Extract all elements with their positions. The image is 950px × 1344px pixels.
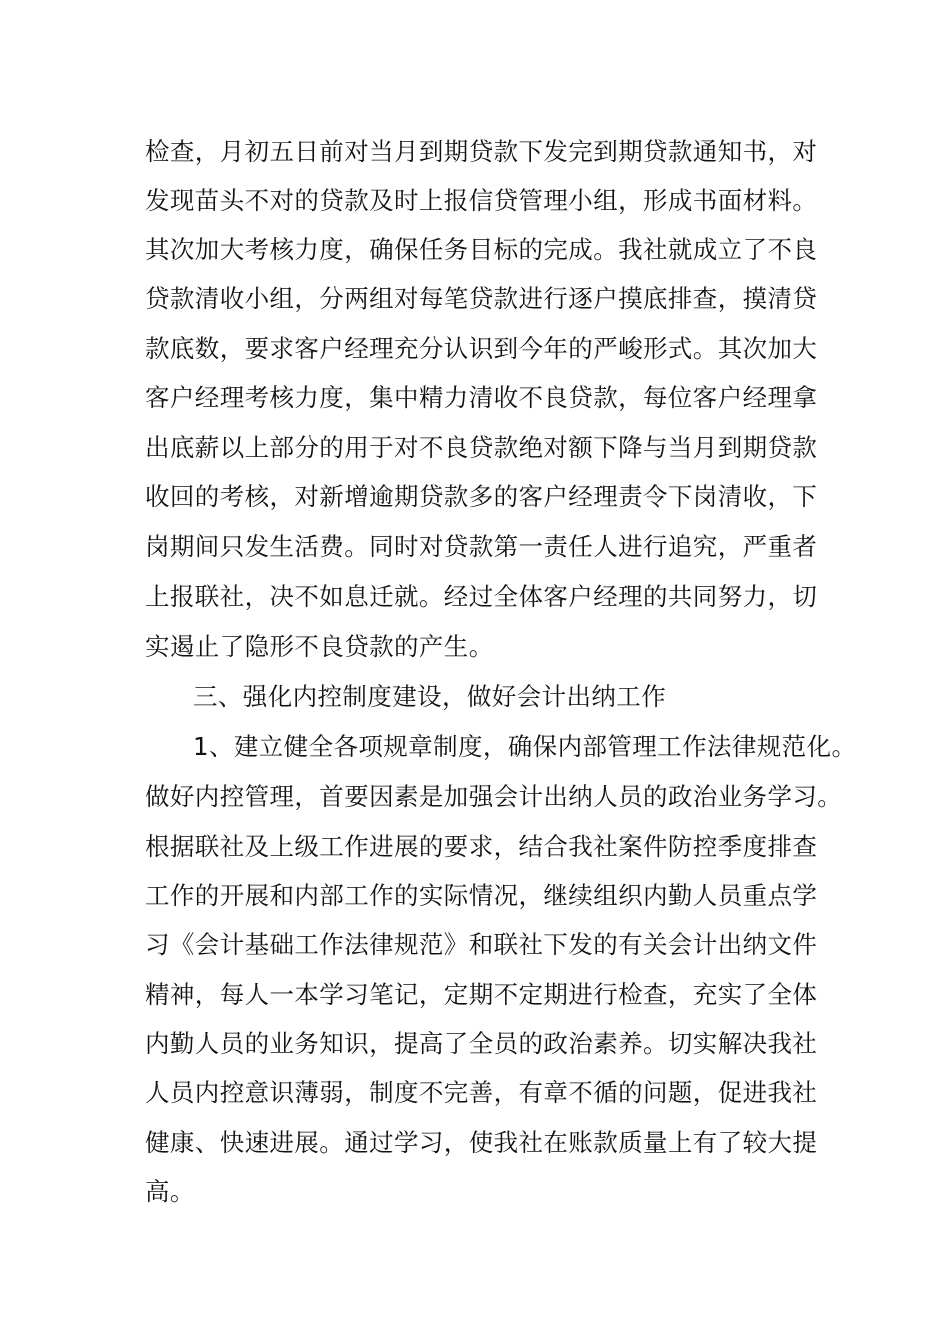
text-line: 检查，月初五日前对当月到期贷款下发完到期贷款通知书，对 bbox=[145, 137, 818, 166]
text-line: 实遏止了隐形不良贷款的产生。 bbox=[145, 632, 494, 661]
text-line: 工作的开展和内部工作的实际情况，继续组织内勤人员重点学 bbox=[145, 881, 818, 910]
section-heading: 三、强化内控制度建设，做好会计出纳工作 bbox=[193, 682, 667, 711]
text-line: 岗期间只发生活费。同时对贷款第一责任人进行追究，严重者 bbox=[145, 532, 818, 561]
text-line: 习《会计基础工作法律规范》和联社下发的有关会计出纳文件 bbox=[145, 930, 818, 959]
text-line: 客户经理考核力度，集中精力清收不良贷款，每位客户经理拿 bbox=[145, 383, 818, 412]
subsection-heading: 1、建立健全各项规章制度，确保内部管理工作法律规范化。 bbox=[193, 732, 857, 761]
text-line: 做好内控管理，首要因素是加强会计出纳人员的政治业务学习。 bbox=[145, 782, 843, 811]
text-line: 健康、快速进展。通过学习，使我社在账款质量上有了较大提 bbox=[145, 1128, 818, 1157]
text-line: 上报联社，决不如息迁就。经过全体客户经理的共同努力，切 bbox=[145, 582, 818, 611]
text-line: 贷款清收小组，分两组对每笔贷款进行逐户摸底排查，摸清贷 bbox=[145, 284, 818, 313]
text-line: 人员内控意识薄弱，制度不完善，有章不循的问题，促进我社 bbox=[145, 1078, 818, 1107]
text-line: 根据联社及上级工作进展的要求，结合我社案件防控季度排查 bbox=[145, 832, 818, 861]
text-line: 内勤人员的业务知识，提高了全员的政治素养。切实解决我社 bbox=[145, 1029, 818, 1058]
text-line: 出底薪以上部分的用于对不良贷款绝对额下降与当月到期贷款 bbox=[145, 433, 818, 462]
text-line: 款底数，要求客户经理充分认识到今年的严峻形式。其次加大 bbox=[145, 334, 818, 363]
text-line: 发现苗头不对的贷款及时上报信贷管理小组，形成书面材料。 bbox=[145, 186, 818, 215]
text-line: 收回的考核，对新增逾期贷款多的客户经理责令下岗清收，下 bbox=[145, 482, 818, 511]
text-line: 高。 bbox=[145, 1177, 195, 1206]
text-line: 精神，每人一本学习笔记，定期不定期进行检查，充实了全体 bbox=[145, 980, 818, 1009]
text-line: 其次加大考核力度，确保任务目标的完成。我社就成立了不良 bbox=[145, 235, 818, 264]
